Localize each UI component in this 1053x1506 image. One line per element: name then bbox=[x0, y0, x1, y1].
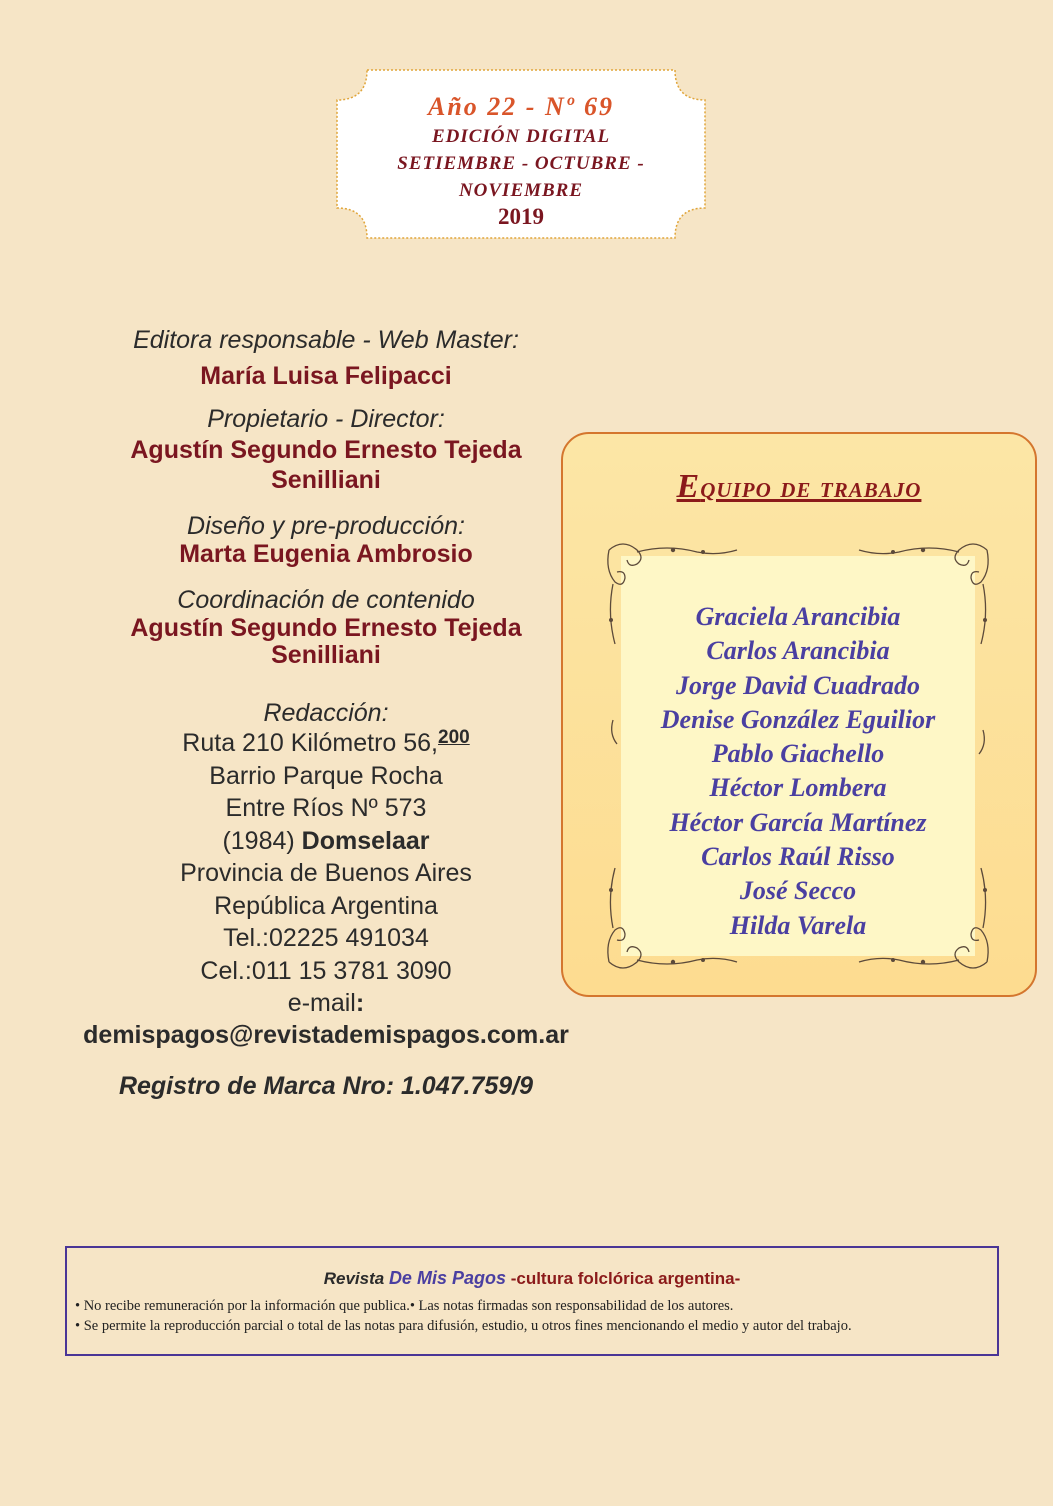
team-member: Graciela Arancibia bbox=[695, 602, 901, 631]
team-member: Pablo Giachello bbox=[711, 739, 885, 769]
team-member: Carlos Arancibia bbox=[706, 636, 890, 666]
coordination-role: Coordinación de contenido bbox=[177, 586, 475, 614]
address-route: Ruta 210 Kilómetro 56, bbox=[182, 729, 438, 757]
footer-subtitle: -cultura folclórica argentina- bbox=[505, 1269, 741, 1288]
email-colon: : bbox=[355, 989, 365, 1017]
footer-title bbox=[67, 1268, 997, 1289]
province: Provincia de Buenos Aires bbox=[180, 859, 472, 887]
postal-code: (1984) bbox=[222, 827, 302, 855]
trademark-registry: Registro de Marca Nro: 1.047.759/9 bbox=[118, 1072, 534, 1100]
telephone: Tel.:02225 491034 bbox=[223, 924, 429, 952]
months-line-1: SETIEMBRE - OCTUBRE - bbox=[397, 153, 645, 174]
team-title bbox=[563, 468, 1035, 506]
address-line-3: Entre Ríos Nº 573 bbox=[225, 794, 427, 822]
address-city-line bbox=[60, 827, 592, 856]
footer-notice bbox=[65, 1246, 999, 1356]
footer-notice-line-1: • No recibe remuneración por la información que publica.• Las notas firmadas son responsabilidad de los autores. bbox=[75, 1298, 734, 1314]
coordination-name-line-1: Agustín Segundo Ernesto Tejeda bbox=[130, 614, 522, 642]
team-title-initial: E bbox=[676, 468, 701, 505]
team-member: Héctor García Martínez bbox=[669, 807, 927, 837]
cellphone: Cel.:011 15 3781 3090 bbox=[200, 957, 452, 985]
team-members-list bbox=[603, 600, 993, 943]
months-line-2: NOVIEMBRE bbox=[458, 180, 584, 201]
address-superscript: 200 bbox=[438, 727, 470, 748]
team-member: Héctor Lombera bbox=[709, 773, 887, 803]
email-link[interactable]: demispagos@revistademispagos.com.ar bbox=[83, 1021, 569, 1049]
issue-cartouche bbox=[335, 68, 707, 240]
address-line-2: Barrio Parque Rocha bbox=[209, 762, 443, 790]
team-member: Denise González Eguilior bbox=[660, 704, 936, 734]
team-member: Carlos Raúl Risso bbox=[701, 842, 895, 872]
address-line-1 bbox=[60, 729, 592, 758]
edition-label: EDICIÓN DIGITAL bbox=[431, 126, 611, 147]
team-member: Hilda Varela bbox=[729, 910, 867, 940]
owner-name-line-2: Senilliani bbox=[271, 466, 381, 494]
team-ornate-frame bbox=[603, 540, 983, 972]
footer-brand: De Mis Pagos bbox=[388, 1268, 506, 1288]
coordination-name-line-2: Senilliani bbox=[271, 641, 381, 669]
email-label: e-mail bbox=[287, 989, 356, 1017]
country: República Argentina bbox=[214, 892, 438, 920]
email-label-line bbox=[60, 989, 592, 1018]
team-title-rest: quipo de trabajo bbox=[700, 471, 922, 504]
city-name: Domselaar bbox=[301, 827, 430, 855]
team-panel bbox=[561, 432, 1037, 997]
footer-notice-line-2: • Se permite la reproducción parcial o total de las notas para difusión, estudio, u otros fines mencionando el medio y autor del trabajo. bbox=[75, 1318, 852, 1334]
issue-year: 2019 bbox=[498, 204, 544, 229]
team-member: José Secco bbox=[739, 876, 857, 906]
team-member: Jorge David Cuadrado bbox=[675, 670, 921, 700]
editor-role: Editora responsable - Web Master: bbox=[133, 326, 519, 354]
issue-number: Año 22 - Nº 69 bbox=[427, 92, 615, 121]
redaccion-label: Redacción: bbox=[263, 699, 389, 727]
editor-name: María Luisa Felipacci bbox=[200, 362, 452, 390]
design-name: Marta Eugenia Ambrosio bbox=[179, 540, 473, 568]
footer-revista: Revista bbox=[323, 1269, 389, 1288]
owner-role: Propietario - Director: bbox=[207, 405, 445, 433]
owner-name-line-1: Agustín Segundo Ernesto Tejeda bbox=[130, 436, 522, 464]
design-role: Diseño y pre-producción: bbox=[187, 512, 465, 540]
